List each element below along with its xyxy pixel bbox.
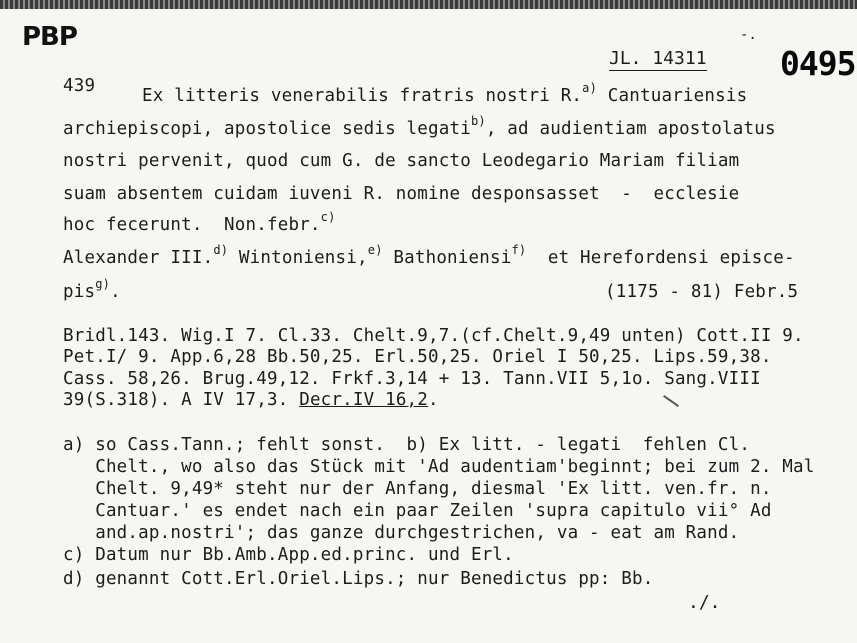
sources-line-1: Bridl.143. Wig.I 7. Cl.33. Chelt.9,7.(cf.Chelt.9,49 unten) Cott.II 9. <box>63 326 804 346</box>
note-a-line-2: Chelt., wo also das Stück mit 'Ad audentiam'beginnt; bei zum 2. Mal <box>63 457 815 477</box>
entry-number: 439 <box>63 76 96 96</box>
note-a-line-3: Chelt. 9,49* steht nur der Anfang, diesmal 'Ex litt. ven.fr. n. <box>63 479 772 499</box>
date-line: (1175 - 81) Febr.5 <box>605 282 799 302</box>
sources-line-2: Pet.I/ 9. App.6,28 Bb.50,25. Erl.50,25. Oriel I 50,25. Lips.59,38. <box>63 347 772 367</box>
jl-reference: JL. 14311 <box>609 48 707 69</box>
address-line-2: pis$^{g)}$. <box>63 277 121 302</box>
sources-line-4: 39(S.318). A IV 17,3. Decr.IV 16,2. <box>63 390 439 410</box>
body-line-3: nostri pervenit, quod cum G. de sancto Leodegario Mariam filiam <box>63 151 740 171</box>
note-d: d) genannt Cott.Erl.Oriel.Lips.; nur Benedictus pp: Bb. <box>63 569 654 589</box>
body-line-2: archiepiscopi, apostolice sedis legati$^{b)}$, ad audientiam apostolatus <box>63 114 776 139</box>
address-line-1: Alexander III.$^{d)}$ Wintoniensi,$^{e)}$ Bathoniensi$^{f)}$ et Herefordensi episce- <box>63 243 795 268</box>
note-a-line-4: Cantuar.' es endet nach ein paar Zeilen 'supra capitulo vii° Ad <box>63 501 772 521</box>
end-mark: ./. <box>688 592 721 613</box>
pencil-mark <box>663 395 679 407</box>
scan-edge <box>0 0 857 9</box>
sources-line-3: Cass. 58,26. Brug.49,12. Frkf.3,14 + 13. Tann.VII 5,1o. Sang.VIII <box>63 369 761 389</box>
note-a-line-5: and.ap.nostri'; das ganze durchgestrichen, va - eat am Rand. <box>63 523 740 543</box>
note-a-line-1: a) so Cass.Tann.; fehlt sonst. b) Ex litt. - legati fehlen Cl. <box>63 435 751 455</box>
body-line-1: Ex litteris venerabilis fratris nostri R.$^{a)}$ Cantuariensis <box>142 81 748 106</box>
folio-number: 0495 <box>780 44 856 83</box>
margin-mark: -. <box>740 27 757 43</box>
note-c: c) Datum nur Bb.Amb.App.ed.princ. und Erl. <box>63 545 514 565</box>
body-line-5: hoc fecerunt. Non.febr.$^{c)}$ <box>63 210 336 235</box>
archive-stamp-left: PBP <box>22 22 77 52</box>
decretal-reference: Decr.IV 16,2 <box>299 390 429 410</box>
body-line-4: suam absentem cuidam iuveni R. nomine desponsasset - ecclesie <box>63 184 740 204</box>
